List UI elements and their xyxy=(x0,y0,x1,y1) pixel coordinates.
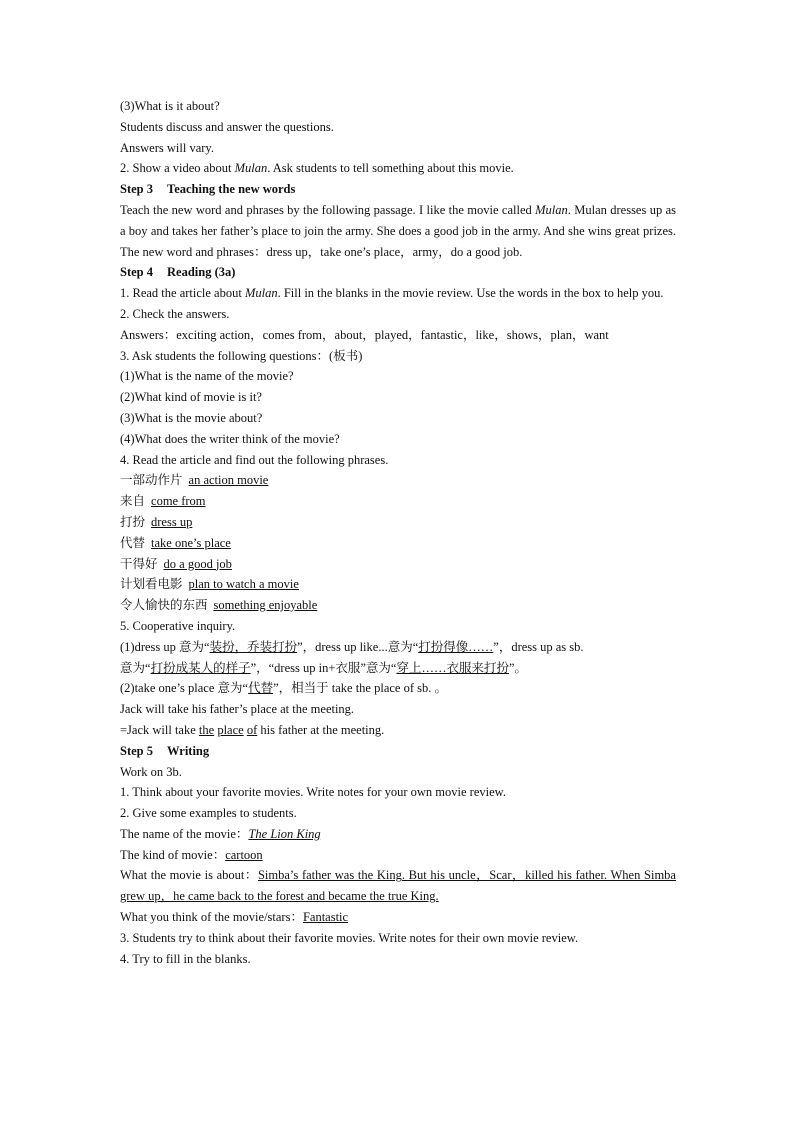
phrase-row: 计划看电影 plan to watch a movie xyxy=(120,577,299,592)
step4-instruction-1: 1. Read the article about Mulan. Fill in the blanks in the movie review. Use the words in the box to help you. xyxy=(120,286,664,301)
example-sentence-2: =Jack will take the place of his father at the meeting. xyxy=(120,722,385,737)
example-sentence-1: Jack will take his father’s place at the meeting. xyxy=(120,702,355,717)
example-movie-opinion: What you think of the movie/stars：Fantastic xyxy=(120,910,349,925)
phrase-row: 一部动作片 an action movie xyxy=(120,473,269,488)
discussion-line: Students discuss and answer the questions. xyxy=(120,119,334,134)
step5-instruction-1: 1. Think about your favorite movies. Write notes for your own movie review. xyxy=(120,785,506,800)
step3-paragraph: Teach the new word and phrases by the following passage. I like the movie called Mulan. Mulan dresses up as a boy and takes her father’s place to join the army. She does a good job in the army. And she wins great prizes. The new word and phrases：dress up，take one’s place，army，do a good job. xyxy=(120,202,676,259)
phrase-row: 来自 come from xyxy=(120,494,206,509)
step3-heading: Step 3 Teaching the new words xyxy=(120,182,296,197)
inquiry-dress-up-1: (1)dress up 意为“装扮，乔装打扮”，dress up like...意为“打扮得像……”，dress up as sb. xyxy=(120,639,584,654)
example-movie-name: The name of the movie：The Lion King xyxy=(120,826,321,841)
answers-line: Answers：exciting action，comes from，about，played，fantastic，like，shows，plan，want xyxy=(120,327,609,342)
step5-instruction-4: 4. Try to fill in the blanks. xyxy=(120,951,251,966)
step5-instruction-2: 2. Give some examples to students. xyxy=(120,806,297,821)
step4-instruction-5: 5. Cooperative inquiry. xyxy=(120,618,236,633)
inquiry-take-place: (2)take one’s place 意为“代替”，相当于 take the place of sb. 。 xyxy=(120,681,448,696)
answers-vary-line: Answers will vary. xyxy=(120,140,214,155)
phrase-row: 令人愉快的东西 something enjoyable xyxy=(120,598,318,613)
example-movie-kind: The kind of movie：cartoon xyxy=(120,847,263,862)
phrase-row: 干得好 do a good job xyxy=(120,556,232,571)
reading-question-4: (4)What does the writer think of the movie? xyxy=(120,431,340,446)
step4-instruction-3: 3. Ask students the following questions：(板书) xyxy=(120,348,363,363)
document-page xyxy=(120,96,676,969)
step5-heading: Step 5 Writing xyxy=(120,743,210,758)
question-3: (3)What is it about? xyxy=(120,99,220,113)
reading-question-1: (1)What is the name of the movie? xyxy=(120,369,294,384)
example-movie-about: What the movie is about：Simba’s father was the King. But his uncle，Scar，killed his father. When Simba grew up，he came back to the forest and became the true King. xyxy=(120,868,676,904)
reading-question-2: (2)What kind of movie is it? xyxy=(120,390,262,405)
step4-instruction-2: 2. Check the answers. xyxy=(120,306,230,321)
step5-instruction-3: 3. Students try to think about their favorite movies. Write notes for their own movie review. xyxy=(120,930,579,945)
step4-instruction-4: 4. Read the article and find out the following phrases. xyxy=(120,452,389,467)
video-instruction: 2. Show a video about Mulan. Ask students to tell something about this movie. xyxy=(120,161,514,176)
movie-title: Mulan xyxy=(234,161,268,176)
phrase-row: 打扮 dress up xyxy=(120,514,193,529)
reading-question-3: (3)What is the movie about? xyxy=(120,410,263,425)
step4-heading: Step 4 Reading (3a) xyxy=(120,265,236,280)
work-line: Work on 3b. xyxy=(120,764,182,779)
inquiry-dress-up-2: 意为“打扮成某人的样子”，“dress up in+衣服”意为“穿上……衣服来打扮”。 xyxy=(120,660,528,675)
phrase-row: 代替 take one’s place xyxy=(120,535,231,550)
